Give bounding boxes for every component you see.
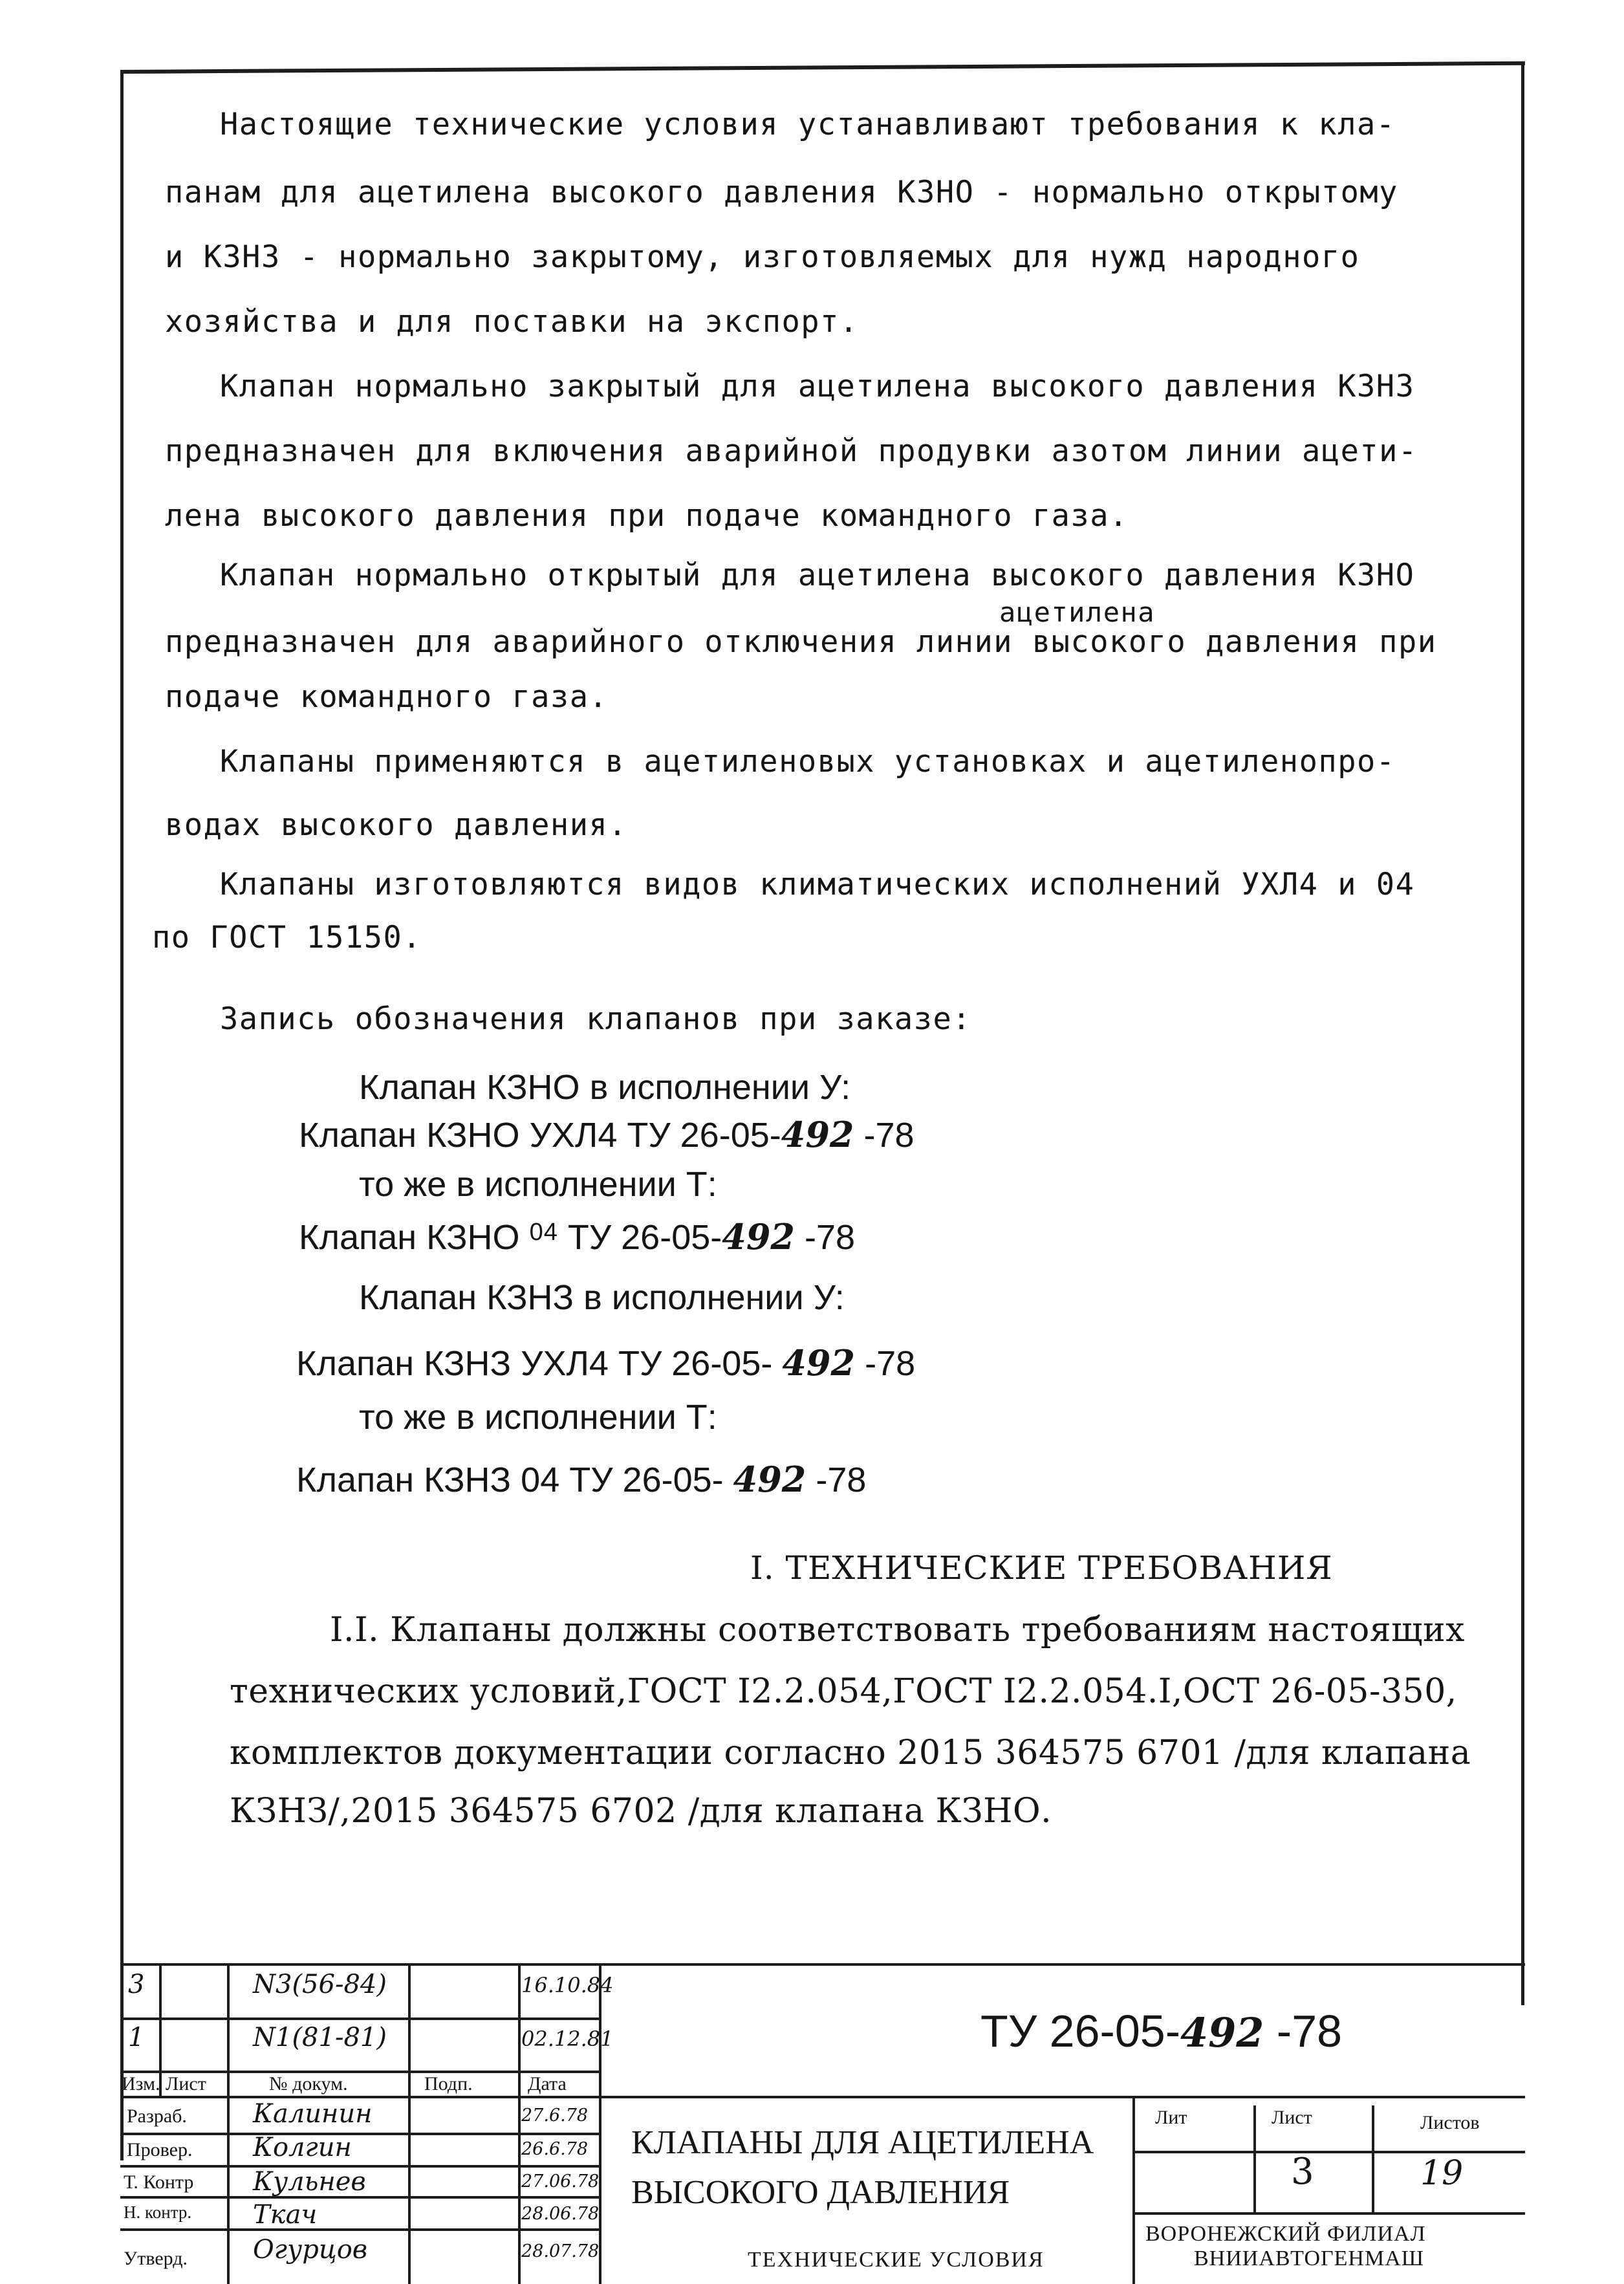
revision-doc: N1(81-81) bbox=[253, 2023, 387, 2052]
role-label: Разраб. bbox=[127, 2105, 187, 2127]
stamp-line bbox=[120, 1963, 1525, 1966]
organization-line: ВОРОНЕЖСКИЙ ФИЛИАЛ bbox=[1145, 2222, 1426, 2246]
person-name: Калинин bbox=[253, 2099, 373, 2129]
requirement-line: технических условий,ГОСТ I2.2.054,ГОСТ I2.2.054.I,ОСТ 26-05-350, bbox=[230, 1672, 1457, 1711]
order-line: Клапан КЗНЗ в исполнении У: bbox=[359, 1278, 845, 1317]
order-line: то же в исполнении Т: bbox=[359, 1398, 717, 1437]
order-line: Клапан КЗНО УХЛ4 ТУ 26-05-492 -78 bbox=[299, 1114, 915, 1155]
requirement-line: комплектов документации согласно 2015 364575 6701 /для клапана bbox=[230, 1734, 1471, 1772]
stamp-line bbox=[120, 2133, 599, 2135]
intro-line: Клапаны применяются в ацетиленовых установках и ацетиленопро- bbox=[220, 744, 1396, 779]
person-name: Огурцов bbox=[253, 2235, 368, 2265]
requirement-line: I.I. Клапаны должны соответствовать требованиям настоящих bbox=[330, 1611, 1465, 1649]
document-subtitle: ТЕХНИЧЕСКИЕ УСЛОВИЯ bbox=[748, 2248, 1045, 2272]
handwritten-number: 492 bbox=[782, 1342, 856, 1384]
sign-date: 27.6.78 bbox=[521, 2105, 589, 2126]
stamp-line bbox=[1253, 2105, 1256, 2212]
header-doc: № докум. bbox=[269, 2073, 348, 2094]
order-line: то же в исполнении Т: bbox=[359, 1165, 717, 1204]
sign-date: 28.07.78 bbox=[521, 2241, 600, 2261]
stamp-line bbox=[120, 2228, 599, 2231]
stamp-line bbox=[120, 2096, 1525, 2098]
role-label: Т. Контр bbox=[124, 2171, 194, 2193]
intro-line: и КЗНЗ - нормально закрытому, изготовляемых для нужд народного bbox=[165, 239, 1360, 275]
sheets-label: Листов bbox=[1420, 2112, 1480, 2133]
stamp-line bbox=[518, 1963, 521, 2284]
person-name: Ткач bbox=[253, 2200, 318, 2230]
role-label: Н. контр. bbox=[124, 2202, 192, 2222]
order-heading: Запись обозначения клапанов при заказе: bbox=[220, 1001, 972, 1037]
requirement-line: КЗНЗ/,2015 364575 6702 /для клапана КЗНО. bbox=[230, 1792, 1052, 1831]
intro-line: предназначен для аварийного отключения линии высокого давления при bbox=[165, 624, 1437, 660]
role-label: Утверд. bbox=[124, 2248, 188, 2269]
sheets-total: 19 bbox=[1420, 2154, 1464, 2193]
intro-line: водах высокого давления. bbox=[165, 807, 628, 843]
intro-line: по ГОСТ 15150. bbox=[152, 920, 422, 955]
order-line: Клапан КЗНЗ УХЛ4 ТУ 26-05- 492 -78 bbox=[296, 1342, 916, 1384]
revision-date: 16.10.84 bbox=[521, 1973, 614, 1997]
stamp-line bbox=[1132, 2151, 1525, 2153]
intro-line: панам для ацетилена высокого давления КЗНО - нормально открытому bbox=[165, 175, 1398, 210]
frame-left-border bbox=[120, 71, 124, 2160]
revision-doc: N3(56-84) bbox=[253, 1970, 387, 1999]
handwritten-number: 492 bbox=[722, 1216, 795, 1257]
frame-right-border bbox=[1521, 65, 1524, 2005]
intro-line: хозяйства и для поставки на экспорт. bbox=[165, 304, 859, 340]
title-block bbox=[120, 1963, 1525, 2284]
stamp-line bbox=[1372, 2105, 1374, 2212]
stamp-line bbox=[1132, 2096, 1135, 2284]
stamp-line bbox=[599, 1963, 601, 2284]
organization-line: ВНИИАВТОГЕНМАШ bbox=[1194, 2246, 1425, 2270]
revision-date: 02.12.81 bbox=[521, 2027, 614, 2051]
intro-line: лена высокого давления при подаче командного газа. bbox=[165, 498, 1129, 534]
header-list: Лист bbox=[166, 2073, 206, 2094]
role-label: Провер. bbox=[127, 2139, 193, 2160]
handwritten-number: 492 bbox=[1180, 2009, 1264, 2056]
header-izm: Изм. bbox=[122, 2073, 160, 2094]
document-title-line: КЛАПАНЫ ДЛЯ АЦЕТИЛЕНА bbox=[631, 2124, 1094, 2161]
header-date: Дата bbox=[528, 2073, 567, 2094]
intro-line: Клапан нормально открытый для ацетилена высокого давления КЗНО bbox=[220, 558, 1415, 593]
stamp-line bbox=[227, 1963, 230, 2284]
header-sign: Подп. bbox=[424, 2073, 473, 2094]
stamp-line bbox=[120, 2018, 599, 2020]
handwritten-number: 492 bbox=[733, 1459, 807, 1500]
lit-label: Лит bbox=[1155, 2107, 1187, 2128]
person-name: Кульнев bbox=[253, 2167, 366, 2197]
sheet-label: Лист bbox=[1272, 2107, 1312, 2128]
stamp-line bbox=[408, 1963, 411, 2284]
document-title-line: ВЫСОКОГО ДАВЛЕНИЯ bbox=[631, 2174, 1010, 2211]
intro-line: подаче командного газа. bbox=[165, 679, 609, 715]
insertion-word: ацетилена bbox=[999, 596, 1156, 628]
stamp-line bbox=[1132, 2212, 1525, 2215]
order-line: Клапан КЗНО $^{04}$ ТУ 26-05-492 -78 bbox=[299, 1216, 856, 1257]
section-heading: I. ТЕХНИЧЕСКИЕ ТРЕБОВАНИЯ bbox=[750, 1549, 1333, 1587]
document-code: ТУ 26-05-492 -78 bbox=[980, 2006, 1343, 2056]
intro-line: предназначен для включения аварийной продувки азотом линии ацети- bbox=[165, 433, 1418, 469]
handwritten-number: 492 bbox=[781, 1114, 854, 1155]
intro-line: Клапан нормально закрытый для ацетилена высокого давления КЗНЗ bbox=[220, 369, 1415, 404]
sign-date: 28.06.78 bbox=[521, 2204, 600, 2224]
intro-line: Клапаны изготовляются видов климатических исполнений УХЛ4 и 04 bbox=[220, 867, 1415, 902]
sign-date: 26.6.78 bbox=[521, 2139, 589, 2159]
order-line: Клапан КЗНЗ 04 ТУ 26-05- 492 -78 bbox=[296, 1459, 867, 1500]
sign-date: 27.06.78 bbox=[521, 2171, 600, 2192]
sheet-number: 3 bbox=[1291, 2151, 1314, 2193]
frame-top-border bbox=[120, 61, 1525, 74]
intro-line: Настоящие технические условия устанавливают требования к кла- bbox=[220, 107, 1396, 142]
person-name: Колгин bbox=[253, 2133, 352, 2162]
revision-number: 3 bbox=[128, 1970, 145, 1999]
revision-number: 1 bbox=[128, 2023, 145, 2052]
order-line: Клапан КЗНО в исполнении У: bbox=[359, 1068, 851, 1107]
